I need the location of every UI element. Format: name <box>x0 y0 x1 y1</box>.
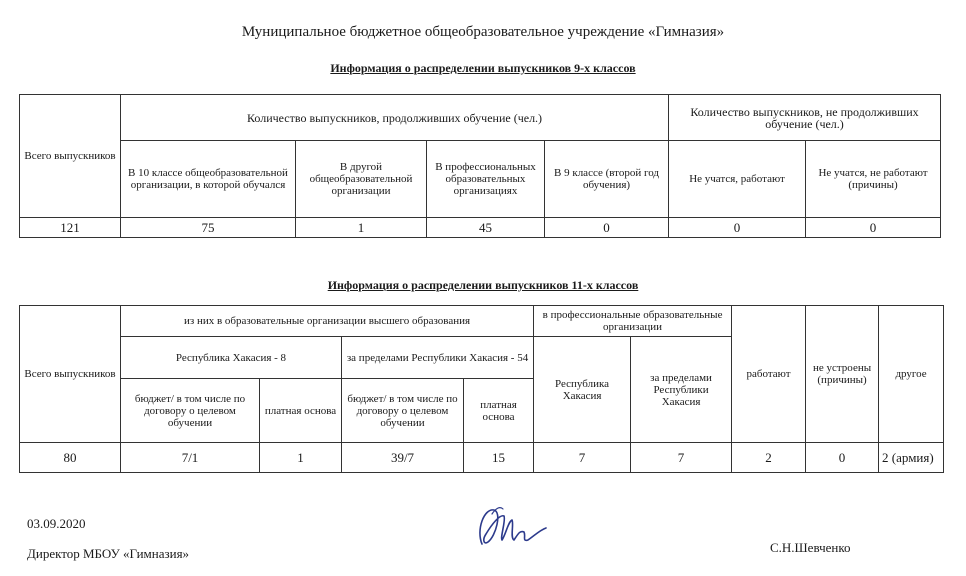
table11-higher-header: из них в образовательные организации высшего образования <box>121 306 534 337</box>
table11-paid-header: платная основа <box>260 379 342 443</box>
signer-name: С.Н.Шевченко <box>770 540 851 555</box>
document-date: 03.09.2020 <box>27 516 86 531</box>
table9-col-header: В 9 классе (второй год обучения) <box>545 141 669 218</box>
table9 <box>19 94 941 238</box>
table9-value-cell: 0 <box>806 218 941 238</box>
table9-value-cell: 0 <box>669 218 806 238</box>
table9-continued-header: Количество выпускников, продолживших обучение (чел.) <box>121 95 669 141</box>
table11-heading: Информация о распределении выпускников 11-х классов <box>327 278 639 292</box>
table11-value-cell: 1 <box>260 443 342 473</box>
table9-value-cell: 0 <box>545 218 669 238</box>
table11-prof-outside-header: за пределами Республики Хакасия <box>631 337 732 443</box>
table11-value-cell: 7 <box>534 443 631 473</box>
table11-prof-khakassia-header: Республика Хакасия <box>534 337 631 443</box>
table9-value-cell: 75 <box>121 218 296 238</box>
table11-budget-header: бюджет/ в том числе по договору о целевом обучении <box>121 379 260 443</box>
table9-value-cell: 45 <box>427 218 545 238</box>
table11-value-cell: 2 <box>732 443 806 473</box>
table9-heading: Информация о распределении выпускников 9-х классов <box>330 61 636 75</box>
table9-total-header: Всего выпускников <box>20 95 121 218</box>
table11-outside-header: за пределами Республики Хакасия - 54 <box>342 337 534 379</box>
table9-col-header: В профессиональных образовательных организациях <box>427 141 545 218</box>
table9-col-header: Не учатся, работают <box>669 141 806 218</box>
table9-col-header: В 10 классе общеобразовательной организации, в которой обучался <box>121 141 296 218</box>
table11 <box>19 305 944 473</box>
table11-value-cell: 7/1 <box>121 443 260 473</box>
table9-col-header: Не учатся, не работают (причины) <box>806 141 941 218</box>
table11-total-header: Всего выпускников <box>20 306 121 443</box>
table11-prof-header: в профессиональные образовательные организации <box>534 306 732 337</box>
table11-working-header: работают <box>732 306 806 443</box>
table9-not-continued-header: Количество выпускников, не продолживших обучение (чел.) <box>669 95 941 141</box>
signer-position: Директор МБОУ «Гимназия» <box>27 546 190 561</box>
table9-value-cell: 121 <box>20 218 121 238</box>
table11-value-cell: 2 (армия) <box>879 443 944 473</box>
table11-value-cell: 39/7 <box>342 443 464 473</box>
table11-value-cell: 80 <box>20 443 121 473</box>
table11-value-cell: 7 <box>631 443 732 473</box>
table11-value-cell: 0 <box>806 443 879 473</box>
table11-value-cell: 15 <box>464 443 534 473</box>
table9-value-cell: 1 <box>296 218 427 238</box>
table11-not-placed-header: не устроены (причины) <box>806 306 879 443</box>
table11-other-header: другое <box>879 306 944 443</box>
table11-paid-header: платная основа <box>464 379 534 443</box>
table11-khakassia-header: Республика Хакасия - 8 <box>121 337 342 379</box>
table11-budget-header: бюджет/ в том числе по договору о целевом обучении <box>342 379 464 443</box>
organization-title: Муниципальное бюджетное общеобразовательное учреждение «Гимназия» <box>241 24 725 40</box>
table9-col-header: В другой общеобразовательной организации <box>296 141 427 218</box>
signature-image <box>470 500 550 552</box>
